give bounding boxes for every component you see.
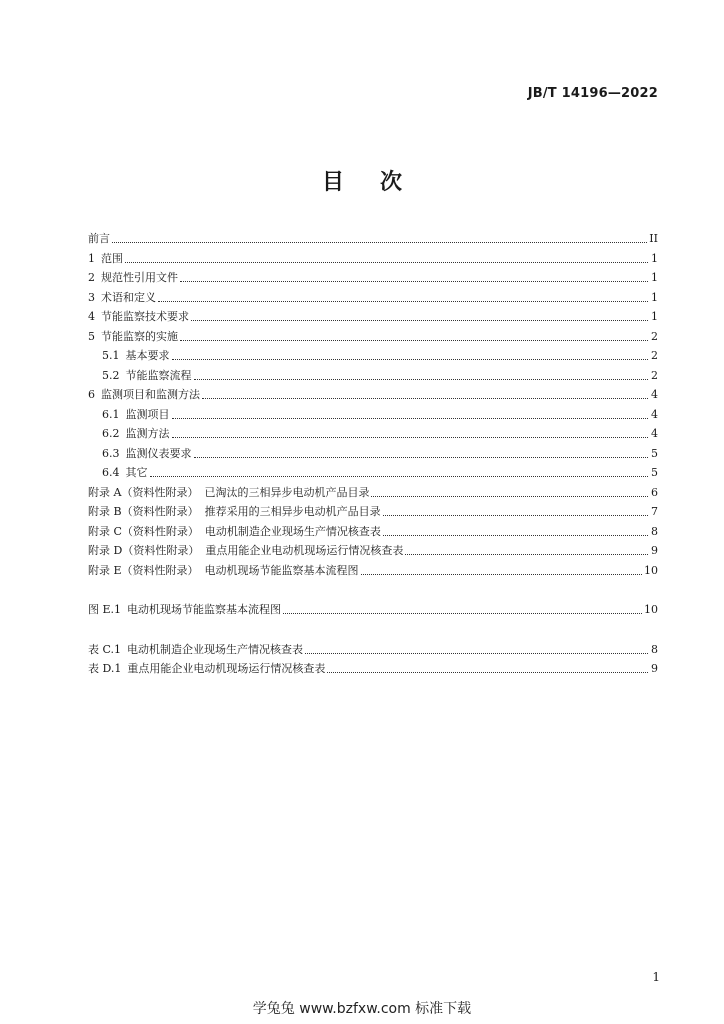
- toc-entry[interactable]: [88, 249, 658, 269]
- dot-leader: [405, 554, 648, 555]
- page-title: [0, 165, 724, 196]
- dot-leader: [202, 398, 648, 399]
- toc-entry[interactable]: [88, 327, 658, 347]
- dot-leader: [283, 613, 642, 614]
- toc-entry-label: 节能监察技术要求: [101, 310, 189, 323]
- toc-entry[interactable]: [88, 483, 658, 503]
- toc-entry[interactable]: [88, 385, 658, 405]
- toc-tables-list: [88, 640, 658, 679]
- dot-leader: [383, 515, 648, 516]
- toc-entry-page: 5: [651, 466, 658, 479]
- toc-entry-number: 附录 A（资料性附录）: [88, 485, 199, 499]
- toc-main-list: [88, 229, 658, 580]
- dot-leader: [172, 359, 649, 360]
- toc-entry-page: 9: [651, 544, 658, 557]
- title-char-1: 目: [321, 170, 344, 195]
- toc-entry-number: 表 C.1: [88, 642, 122, 656]
- toc-entry-number: 6.4: [102, 466, 120, 479]
- toc-entry-label: 节能监察的实施: [101, 329, 178, 343]
- toc-entry-label: 监测项目和监测方法: [101, 388, 200, 401]
- toc-entry-label: 术语和定义: [101, 290, 156, 304]
- toc-entry-label: 范围: [101, 251, 123, 265]
- toc-entry-number: 图 E.1: [88, 603, 122, 616]
- toc-entry-label: 重点用能企业电动机现场运行情况核查表: [127, 662, 326, 675]
- toc-entry-label: 监测仪表要求: [125, 446, 192, 460]
- toc-entry-page: 7: [651, 505, 658, 518]
- toc-entry[interactable]: [88, 444, 658, 464]
- toc-entry[interactable]: [88, 288, 658, 308]
- toc-entry-number: 附录 E（资料性附录）: [88, 563, 199, 577]
- toc-entry-label: 电动机现场节能监察基本流程图: [127, 603, 282, 616]
- toc-entry[interactable]: [88, 405, 658, 425]
- toc-entry-page: 4: [651, 388, 658, 401]
- toc-entry[interactable]: [88, 561, 658, 581]
- dot-leader: [194, 379, 649, 380]
- toc-entry-page: 1: [651, 251, 658, 265]
- toc-entry-page: 4: [651, 427, 658, 440]
- dot-leader: [327, 672, 648, 673]
- toc-entry-page: 1: [651, 271, 658, 284]
- toc-entry-page: 6: [651, 485, 658, 499]
- toc-entry-label: 电动机制造企业现场生产情况核查表: [204, 524, 381, 538]
- toc-entry[interactable]: [88, 600, 658, 620]
- toc-entry-number: 5.1: [102, 349, 120, 362]
- toc-entry-page: 4: [651, 407, 658, 421]
- page-number: 1: [652, 970, 660, 984]
- dot-leader: [194, 457, 649, 458]
- dot-leader: [158, 301, 648, 302]
- toc-entry-number: 6: [88, 388, 95, 401]
- toc-entry-number: 5.2: [102, 368, 120, 382]
- toc-entry-number: 附录 C（资料性附录）: [88, 524, 199, 538]
- toc-entry-label: 节能监察流程: [125, 368, 192, 382]
- toc-entry-page: 5: [651, 446, 658, 460]
- toc-entry-number: 6.2: [102, 427, 120, 440]
- dot-leader: [371, 496, 648, 497]
- toc-entry[interactable]: [88, 463, 658, 483]
- toc-entry[interactable]: [88, 522, 658, 542]
- toc-entry[interactable]: [88, 541, 658, 561]
- toc-entry-number: 表 D.1: [88, 662, 122, 675]
- dot-leader: [125, 262, 648, 263]
- toc-entry[interactable]: [88, 502, 658, 522]
- toc-entry-label: 电动机制造企业现场生产情况核查表: [127, 642, 304, 656]
- toc-entry-page: 1: [651, 290, 658, 304]
- dot-leader: [305, 653, 648, 654]
- dot-leader: [383, 535, 648, 536]
- toc-entry-label: 重点用能企业电动机现场运行情况核查表: [205, 544, 404, 557]
- toc-entry-number: 附录 D（资料性附录）: [88, 544, 200, 557]
- toc-entry-page: 8: [651, 524, 658, 538]
- toc-entry-page: 9: [651, 662, 658, 675]
- toc-entry-label: 电动机现场节能监察基本流程图: [204, 563, 359, 577]
- toc-entry-page: 2: [651, 329, 658, 343]
- standard-code: JB/T 14196—2022: [527, 86, 658, 101]
- toc-entry-label: 前言: [88, 232, 110, 245]
- toc-entry-label: 监测方法: [125, 427, 170, 440]
- dot-leader: [172, 437, 649, 438]
- toc-entry[interactable]: [88, 640, 658, 660]
- toc-entry-page: 10: [644, 563, 658, 577]
- dot-leader: [361, 574, 642, 575]
- toc-entry-label: 规范性引用文件: [101, 271, 178, 284]
- table-of-contents: [88, 229, 658, 679]
- dot-leader: [191, 320, 648, 321]
- dot-leader: [172, 418, 649, 419]
- toc-entry-number: 4: [88, 310, 95, 323]
- toc-entry-label: 已淘汰的三相异步电动机产品目录: [204, 485, 370, 499]
- toc-entry-number: 2: [88, 271, 95, 284]
- toc-entry-label: 其它: [125, 466, 148, 479]
- toc-entry[interactable]: [88, 307, 658, 327]
- toc-entry-number: 5: [88, 329, 95, 343]
- toc-entry-page: 1: [651, 310, 658, 323]
- toc-entry[interactable]: [88, 346, 658, 366]
- dot-leader: [150, 476, 649, 477]
- watermark: 学兔兔 www.bzfxw.com 标准下载: [252, 1001, 472, 1017]
- toc-entry-page: 2: [651, 349, 658, 362]
- toc-entry[interactable]: [88, 366, 658, 386]
- toc-figures-list: [88, 600, 658, 620]
- toc-entry-label: 推荐采用的三相异步电动机产品目录: [204, 505, 381, 518]
- toc-entry-page: II: [649, 232, 658, 245]
- toc-entry-number: 6.3: [102, 446, 120, 460]
- dot-leader: [180, 340, 648, 341]
- toc-entry[interactable]: [88, 424, 658, 444]
- toc-entry-page: 2: [651, 368, 658, 382]
- toc-entry-label: 基本要求: [125, 349, 170, 362]
- toc-entry[interactable]: [88, 659, 658, 679]
- toc-entry[interactable]: [88, 229, 658, 249]
- toc-entry-page: 8: [651, 642, 658, 656]
- dot-leader: [112, 242, 647, 243]
- toc-entry-number: 3: [88, 290, 95, 304]
- dot-leader: [180, 281, 648, 282]
- toc-entry-number: 附录 B（资料性附录）: [88, 505, 199, 518]
- toc-entry-number: 1: [88, 251, 95, 265]
- toc-entry-page: 10: [644, 603, 658, 616]
- toc-entry-number: 6.1: [102, 407, 120, 421]
- toc-entry-label: 监测项目: [125, 407, 170, 421]
- toc-entry[interactable]: [88, 268, 658, 288]
- title-char-2: 次: [380, 170, 403, 195]
